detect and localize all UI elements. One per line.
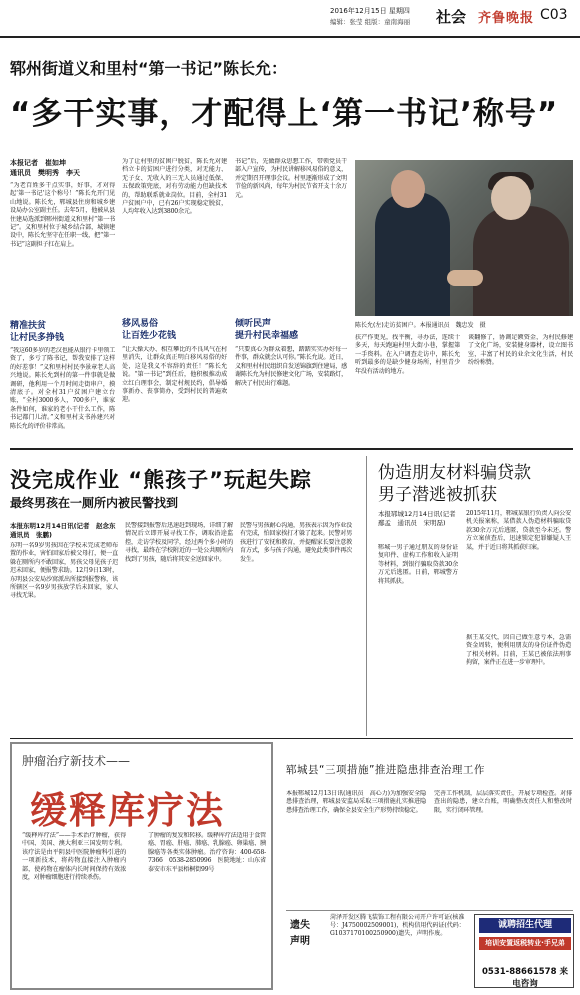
- story1-subhead3: 倾听民声 提升村民幸福感: [235, 319, 299, 341]
- story1-col4: 扶产作更见，找平衡，寻办法，连续十多天，每天跑遍村里大街小巷，掌握第一手资料。在入户调查走访中，陈长允听到最多的是缺少健身场所，村里青少年没有活动的地方。: [355, 334, 460, 375]
- page-number: C03: [540, 7, 568, 23]
- story1-col2b: “让大操大办、相互攀比的不良风气在村里消失，让群众真正明白移风易俗的好处，这是我义不容辞的责任！”陈长允说。“第一书记”到任后，他积极推动成立红白理事会，制定村规民约，倡导婚事新办、丧事简办，受到村民的普遍欢迎。: [122, 346, 227, 404]
- divider: [10, 448, 573, 450]
- story3-col1: 郓城一男子通过朋友的身份证复印件、虚构工作和收入证明等材料，到银行骗取贷款30余万元后逃匿。日前，郓城警方将其抓获。: [378, 544, 458, 585]
- story1-col1: “为老百姓多干点实事，好事，才对得起‘第一书记’这个称号！”陈长允开门见山地说。陈长允，郓城县住房和城乡建设局办公室副主任。去年5月，他被从县住建局选派到郓州街道义和里村“第一书记”。义和里村位于城乡结合部，城镇建设中，陈长允坚守在任职一线，把“第一书记”这副担子扛在肩上。: [10, 182, 115, 248]
- section-name: 社会: [436, 8, 467, 26]
- photo-caption: 陈长允(左)走访贫困户。本报通讯员 魏忠发 摄: [355, 322, 486, 329]
- notice-headline: 郓城县“三项措施”推进隐患排查治理工作: [286, 764, 485, 776]
- notice-col1: 本报郓城12月13日讯(通讯员 高心力)为加强安全隐患排查治理，郓城县安监局采取三项措施扎实推进隐患排查治理工作，确保全县安全生产形势持续稳定。: [286, 790, 426, 814]
- newspaper-logo: 齐鲁晚报: [478, 11, 535, 26]
- recruit-ad: [474, 914, 574, 988]
- story1-photo: [355, 160, 573, 316]
- photo-head-villager: [491, 176, 531, 220]
- column-divider: [366, 456, 367, 736]
- editor-credits: 编辑：张莹 组版：童南海丽: [330, 18, 411, 26]
- ad-col1: “缓释库疗法”——手术治疗肿瘤，获得中国、美国、澳大利亚三国发明专利。该疗法是由平阴县中医院肿瘤科引进的一项新技术，将药物直接注入肿瘤内部，使药物在瘤体内长时间保持有效浓度，对肿瘤细胞进行持续杀伤。: [22, 832, 126, 882]
- recruit-phone: 0531-88661578 来电咨询: [482, 967, 568, 989]
- story3-col3: 据王某交代，因自己做生意亏本，急需资金周转，便利用朋友的身份证件伪造了相关材料。目前，王某已被依法刑事拘留，案件正在进一步审理中。: [466, 634, 571, 667]
- lost-notice-body: 菏泽开发区腾飞装饰工程有限公司开户许可证(核准号：J4750002509001)，机构信用代码证(代码：G1037170100250900)遗失，声明作废。: [330, 914, 465, 937]
- story2-byline: 本报东明12月14日讯(记者 赵念东 通讯员 张鹏): [10, 522, 123, 539]
- photo-figure-villager: [473, 206, 569, 316]
- photo-head-official: [391, 170, 425, 208]
- story2-headline: 没完成作业 “熊孩子”玩起失踪: [10, 468, 312, 492]
- story3-col2: 2015年11月，郓城某银行负责人向公安机关报案称，某借款人伪造材料骗取贷款30余万元后逃匿，贷款至今未还。警方立案侦查后，迅速锁定犯罪嫌疑人王某，并于近日将其抓获归案。: [466, 510, 571, 551]
- story2-col3: 民警与男孩耐心沟通，男孩表示因为作业没有完成，怕回家挨打才躲了起来。民警对男孩进行了安抚和教育，并提醒家长要注意教育方式，多与孩子沟通，避免此类事件再次发生。: [240, 522, 352, 563]
- story1-col3b: “只要真心为群众着想，踏踏实实办好每一件事，群众就会认可你。”陈长允说。近日，义和里村村民组织自发送锦旗到住建局，感谢陈长允为村民修建文化广场，安装路灯，解决了村民出行难题。: [235, 346, 347, 387]
- recruit-subtitle: 培训安置返税转业·手兄弟: [479, 937, 571, 950]
- story1-subhead2: 移风易俗 让百姓少花钱: [122, 319, 177, 341]
- page-header: [0, 0, 580, 38]
- story3-headline: 伪造朋友材料骗贷款 男子潜逃被抓获: [378, 463, 531, 505]
- issue-date: 2016年12月15日 星期四: [330, 7, 410, 15]
- story1-col3: 书记”后，先做群众思想工作，带领党员干部入户宣传，为村民讲解移风易俗的意义，并定期召开理事会议。村里逐渐形成了文明节俭的新风尚，每年为村民节省开支十余万元。: [235, 158, 347, 199]
- story3-byline: 本报郓城12月14日讯(记者 鄢孟 通讯员 宋明磊): [378, 510, 463, 527]
- notice-divider: [286, 910, 573, 911]
- story1-col4b: 谈翻修了，协调足额资金，为村民修建了文化广场，安装健身器材，设立图书室，丰富了村民的业余文化生活，村民纷纷称赞。: [468, 334, 573, 367]
- story2-col2: 民警接到报警后迅速赶到现场，详细了解情况后立即开展寻找工作，调取沿途监控，走访学校及同学，经过两个多小时的寻找，最终在学校附近的一处公共厕所内找到了男孩，随后将其安全送回家中。: [125, 522, 233, 563]
- story1-headline: “多干实事，才配得上‘第一书记’称号”: [10, 96, 559, 132]
- ad-title: 肿瘤治疗新技术——: [22, 754, 131, 768]
- photo-handshake: [447, 270, 483, 286]
- story1-col2: 为了让村里的贫困户脱贫，陈长允对建档立卡的贫困户进行分类，对无能力、无子女、无收入的三无人员通过低保、五保政策兜底，对有劳动能力但缺技术的，帮助联系就业岗位。目前，全村31户贫困户中，已有26户实现稳定脱贫，人均年收入达到3800余元。: [122, 158, 227, 216]
- story1-subhead1: 精准扶贫 让村民多挣钱: [10, 321, 65, 343]
- notice-col2: 完善工作机制，层层落实责任，开展专项检查。对排查出的隐患，建立台账，明确整改责任人和整改时限，实行闭环管理。: [434, 790, 572, 814]
- story2-col1: 东明一名9岁男孩因在学校未完成老师布置的作业，害怕回家后被父母打，便一直躲在厕所内不敢回家，男孩父母见孩子迟迟未回家，便报警求助。12月9日13时，东明县公安局沙窝派出所接到报警称，该所辖区一名9岁男孩放学后未回家，家人寻找无果。: [10, 542, 118, 600]
- story1-col1b: “我这60多岁的老汉也能从银行卡里领工资了，多亏了陈书记，帮我安排了这样的好差事！”义和里村村民李景章老人高兴地说。陈长允到村的第一件事就是做调研，他利用一个月时间走街串户，摸清底子。对全村31户贫困户建立台账，“全村3000多人，700多户，谁家条件如何，谁家的老小干什么工作，陈书记都门儿清。”义和里村支书孙建兴对陈长允的评价非常高。: [10, 347, 115, 430]
- divider-bottom: [10, 738, 573, 739]
- photo-figure-official: [375, 192, 450, 316]
- recruit-title: 诚聘招生代理: [479, 918, 571, 933]
- story1-byline: 本报记者 崔如坤 通讯员 樊明秀 李天: [10, 159, 80, 177]
- ad-headline: 缓释库疗法: [30, 788, 225, 832]
- lost-notice-label: 遗失 声明: [290, 920, 310, 947]
- story2-subtitle: 最终男孩在一厕所内被民警找到: [10, 496, 179, 510]
- story1-kicker: 郓州街道义和里村“第一书记”陈长允：: [10, 59, 288, 78]
- ad-col2: 了肿瘤的复发和转移。缓释库疗法适用于食管癌、胃癌、肝癌、肺癌、乳腺癌、卵巢癌、胰腺癌等各类实体肿瘤。治疗咨询：400-658-7366 0538-2850996 医院地址：山东省泰安市东平县梧桐街99号: [148, 832, 266, 873]
